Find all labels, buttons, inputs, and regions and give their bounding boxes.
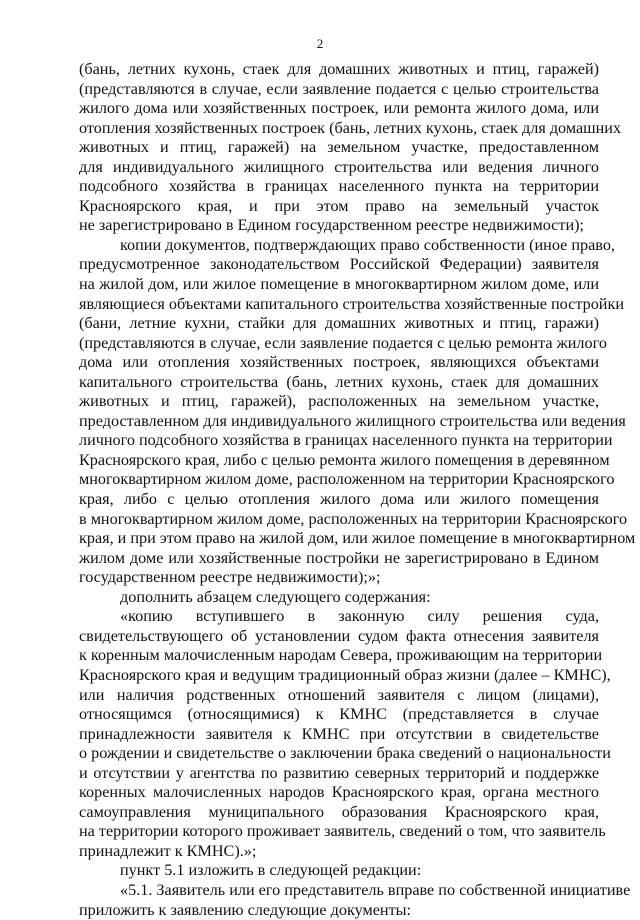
text-line: «5.1. Заявитель или его представитель вправе по собственной инициативе (120, 880, 631, 899)
text-line: края, либо с целью отопления жилого дома или жилого помещения (79, 490, 599, 509)
text-line: животных и птиц, гаражей) на земельном участке, предоставленном (79, 138, 599, 157)
document-body (79, 60, 636, 920)
text-line: принадлежности заявителя к КМНС при отсутствии в свидетельстве (79, 724, 599, 743)
text-line: края, и при этом право на жилой дом, или жилое помещение в многоквартирном (79, 529, 636, 548)
text-line: пункт 5.1 изложить в следующей редакции: (120, 861, 422, 880)
text-line: дома или отопления хозяйственных построек, являющихся объектами (79, 353, 599, 372)
text-line: на территории которого проживает заявитель, сведений о том, что заявитель (79, 822, 606, 841)
text-line: предоставленном для индивидуального жилищного строительства или ведения (79, 411, 626, 430)
text-line: не зарегистрировано в Едином государственном реестре недвижимости); (79, 216, 584, 235)
text-line: «копию вступившего в законную силу решения суда, (120, 607, 599, 626)
text-line: подсобного хозяйства в границах населенного пункта на территории (79, 177, 599, 196)
text-line: для индивидуального жилищного строительства или ведения личного (79, 157, 599, 176)
text-line: Красноярского края и ведущим традиционный образ жизни (далее – КМНС), (79, 665, 611, 684)
text-line: (бань, летних кухонь, стаек для домашних животных и птиц, гаражей) (79, 60, 599, 78)
text-line: копии документов, подтверждающих право собственности (иное право, (120, 235, 615, 254)
text-line: (представляются в случае, если заявление подается с целью ремонта жилого (79, 333, 607, 352)
text-line: свидетельствующего об установлении судом факта отнесения заявителя (79, 626, 599, 645)
text-line: к коренным малочисленным народам Севера, проживающим на территории (79, 646, 603, 665)
text-line: самоуправления муниципального образования Красноярского края, (79, 802, 599, 821)
text-line: относящимся (относящимися) к КМНС (представляется в случае (79, 705, 599, 724)
text-line: о рождении и свидетельстве о заключении брака сведений о национальности (79, 744, 611, 763)
text-line: приложить к заявлению следующие документы: (79, 900, 412, 919)
text-line: или наличия родственных отношений заявителя с лицом (лицами), (79, 685, 599, 704)
text-line: животных и птиц, гаражей), расположенных на земельном участке, (79, 392, 599, 411)
text-line: отопления хозяйственных построек (бань, летних кухонь, стаек для домашних (79, 118, 622, 137)
text-line: Красноярского края, либо с целью ремонта жилого помещения в деревянном (79, 450, 610, 469)
text-line: капитального строительства (бань, летних кухонь, стаек для домашних (79, 372, 599, 391)
text-line: личного подсобного хозяйства в границах населенного пункта на территории (79, 431, 613, 450)
text-line: многоквартирном жилом доме, расположенном на территории Красноярского (79, 470, 615, 489)
text-line: дополнить абзацем следующего содержания: (120, 587, 431, 606)
text-line: и отсутствии у агентства по развитию северных территорий и поддержке (79, 763, 599, 782)
text-line: предусмотренное законодательством Российской Федерации) заявителя (79, 255, 599, 274)
text-line: жилом доме или хозяйственные постройки не зарегистрировано в Едином (79, 548, 599, 567)
page-number: 2 (316, 36, 324, 51)
text-line: коренных малочисленных народов Красноярского края, органа местного (79, 783, 599, 802)
text-line: Красноярского края, и при этом право на земельный участок (79, 196, 599, 215)
text-line: (бани, летние кухни, стайки для домашних животных и птиц, гаражи) (79, 314, 599, 333)
text-line: на жилой дом, или жилое помещение в многоквартирном жилом доме, или (79, 275, 599, 294)
text-line: в многоквартирном жилом доме, расположенных на территории Красноярского (79, 509, 628, 528)
text-line: государственном реестре недвижимости);»; (79, 568, 381, 587)
text-line: принадлежит к КМНС).»; (79, 841, 257, 860)
text-line: жилого дома или хозяйственных построек, или ремонта жилого дома, или (79, 99, 599, 118)
text-line: являющиеся объектами капитального строительства хозяйственные постройки (79, 294, 624, 313)
text-line: (представляются в случае, если заявление подается с целью строительства (79, 79, 599, 98)
